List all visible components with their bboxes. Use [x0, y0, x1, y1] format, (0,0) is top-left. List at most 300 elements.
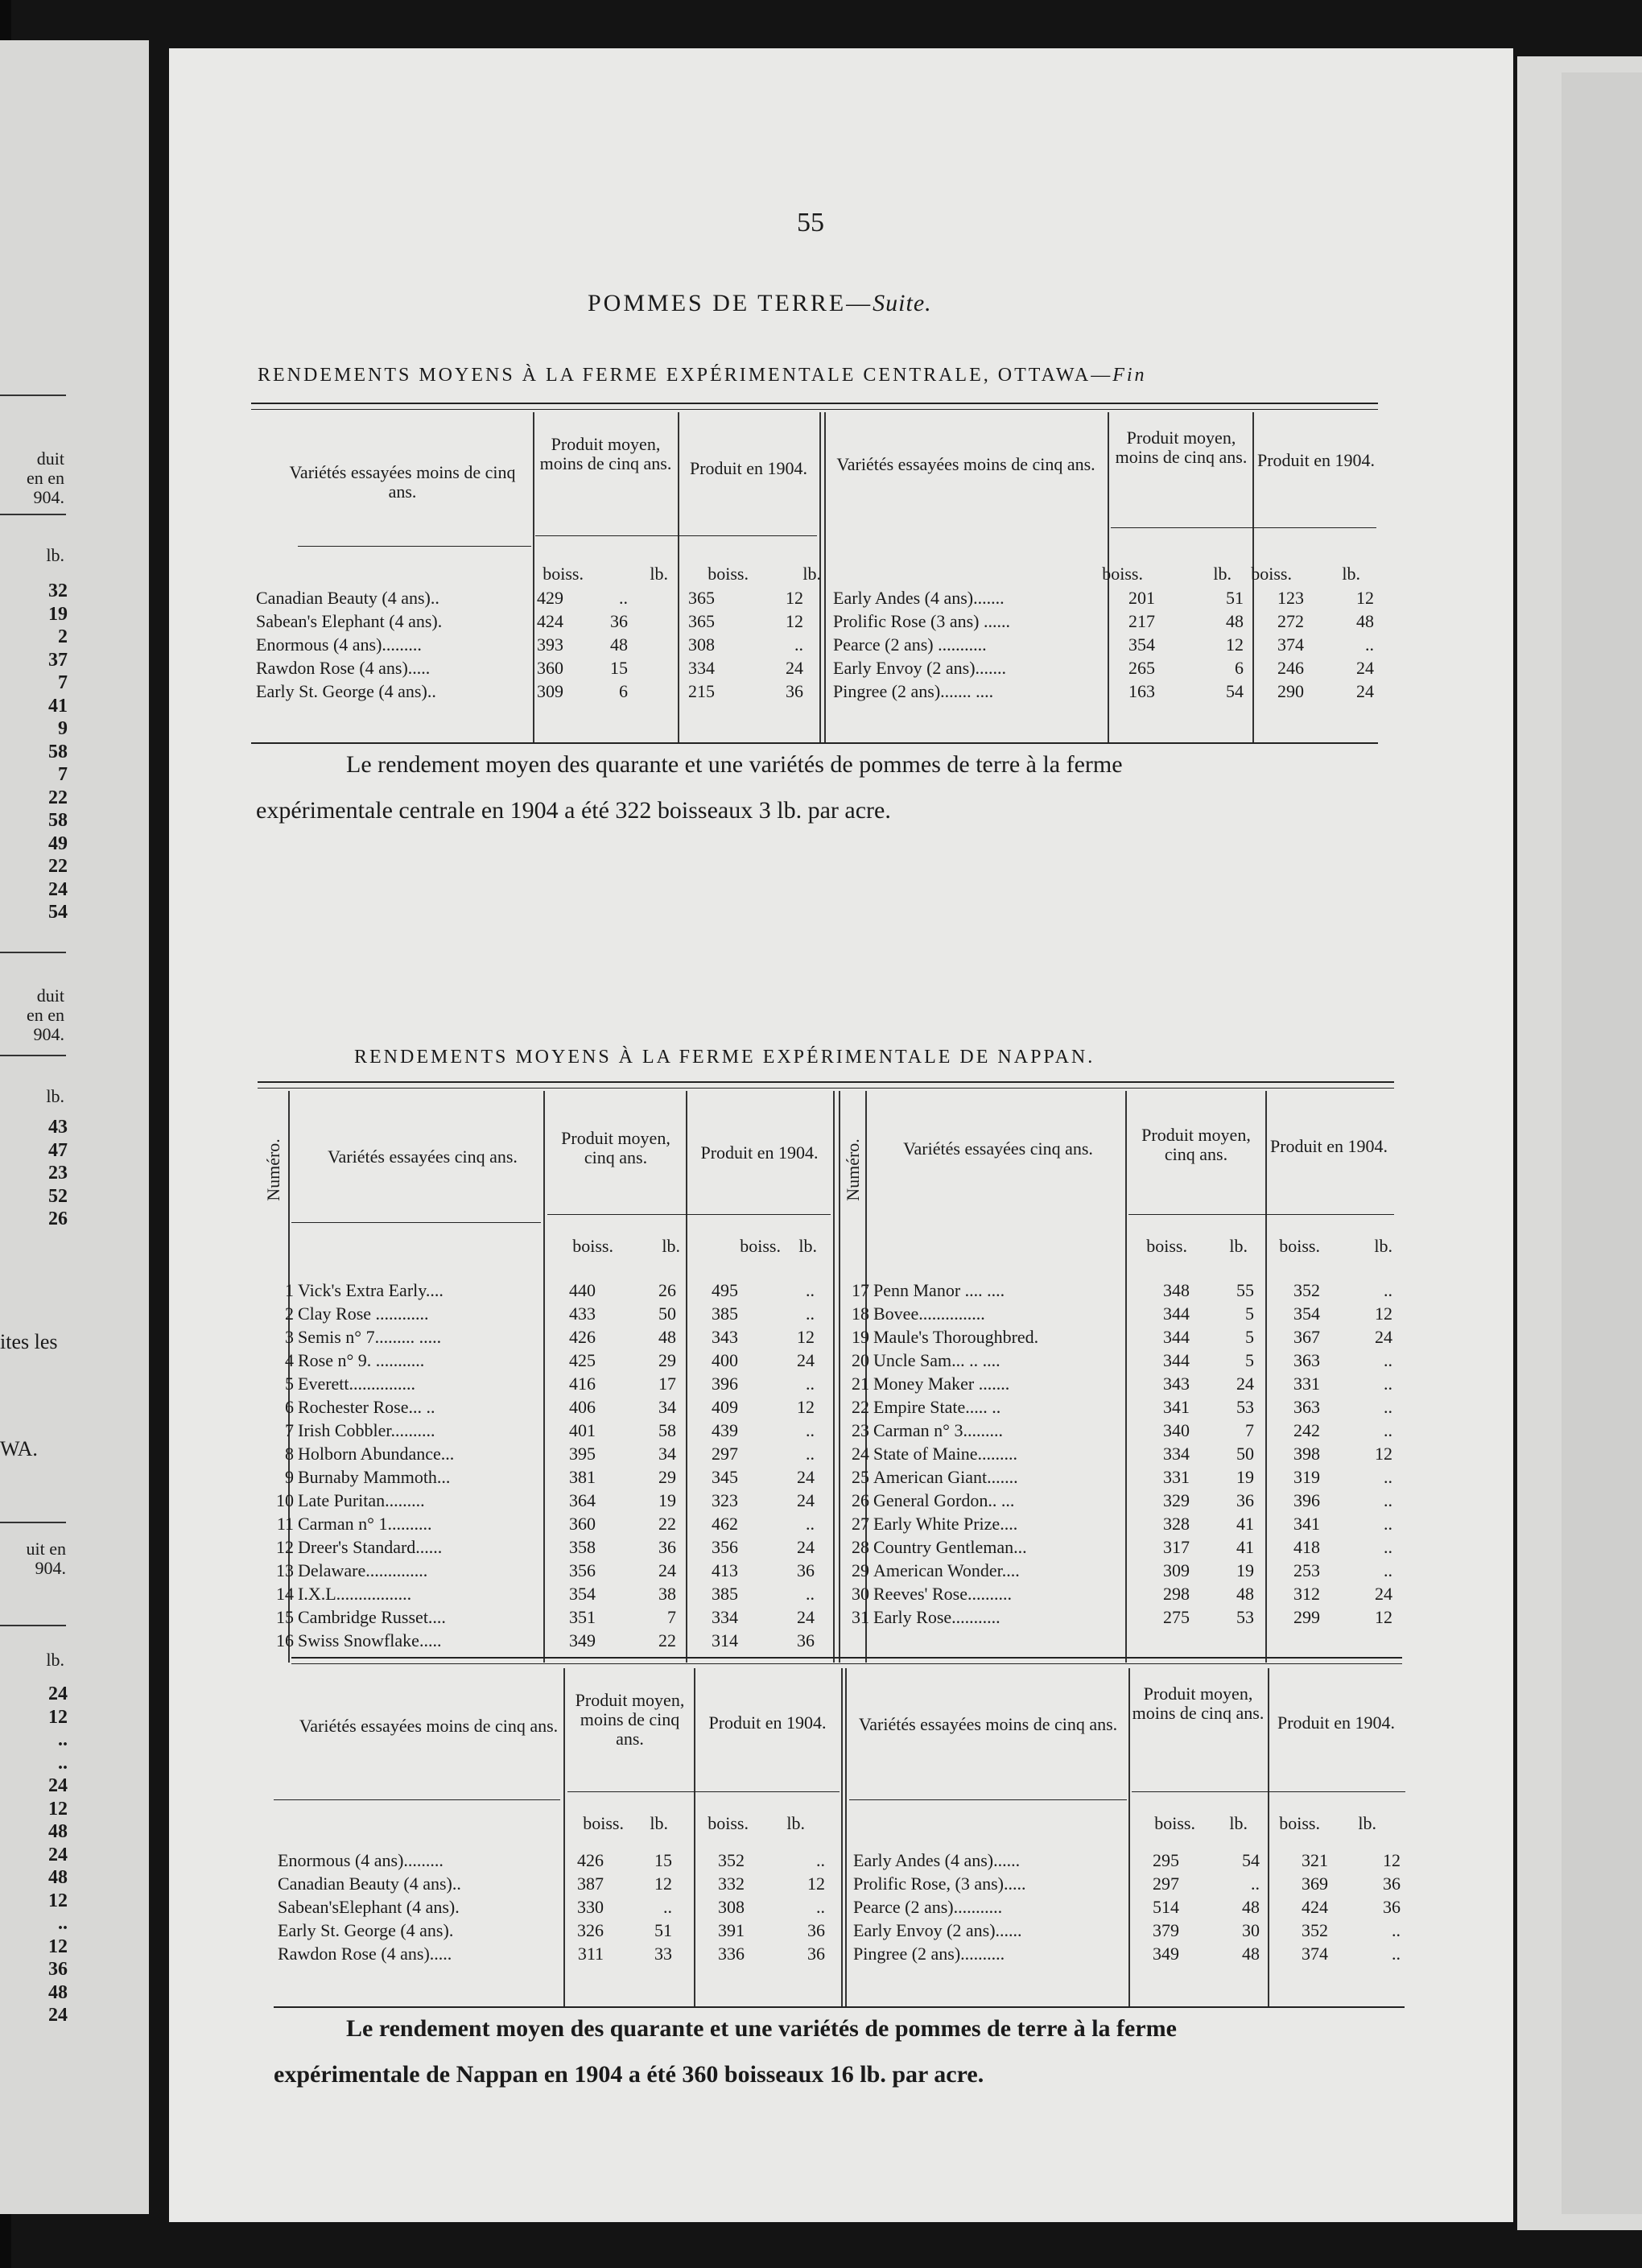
col-header-variety: Variétés essayées cinq ans.: [328, 1146, 518, 1167]
col-header-numero: Numéro.: [263, 1138, 283, 1201]
variety-name: Reeves' Rose..........: [873, 1584, 1012, 1604]
y1904-boiss: 332: [718, 1873, 745, 1894]
variety-name: Cambridge Russet....: [298, 1607, 446, 1627]
avg-lb: 17: [658, 1374, 676, 1394]
y1904-boiss: 341: [1293, 1514, 1320, 1534]
table-row: [256, 656, 819, 680]
y1904-boiss: 334: [688, 658, 715, 678]
rule: [291, 1663, 1402, 1664]
avg-boiss: 343: [1163, 1374, 1190, 1394]
table2-right: [837, 1279, 1392, 1629]
avg-lb: 19: [658, 1490, 676, 1510]
y1904-lb: ..: [1392, 1920, 1401, 1940]
y1904-lb: 36: [797, 1560, 815, 1580]
rule: [298, 546, 531, 547]
table3-left: [278, 1849, 841, 1965]
page-heading: POMMES DE TERRE—Suite.: [588, 290, 932, 316]
avg-boiss: 297: [1153, 1873, 1179, 1894]
left-unit: lb.: [46, 1086, 64, 1106]
left-rule: [0, 514, 66, 515]
avg-lb: 48: [1236, 1584, 1254, 1604]
left-value: 43: [48, 1117, 68, 1138]
avg-lb: 53: [1236, 1397, 1254, 1417]
y1904-boiss: 314: [712, 1630, 738, 1650]
unit-lb: lb.: [1213, 564, 1232, 584]
y1904-lb: ..: [806, 1280, 815, 1300]
avg-boiss: 425: [569, 1350, 596, 1370]
unit-boiss: boiss.: [572, 1236, 613, 1256]
y1904-boiss: 495: [712, 1280, 738, 1300]
y1904-lb: 12: [786, 611, 803, 631]
variety-name: General Gordon.. ...: [873, 1490, 1015, 1510]
avg-boiss: 330: [577, 1897, 604, 1917]
table1-right: [833, 586, 1376, 703]
y1904-boiss: 345: [712, 1467, 738, 1487]
avg-lb: 58: [658, 1420, 676, 1440]
table-row: [258, 1489, 831, 1512]
avg-lb: 5: [1245, 1327, 1254, 1347]
row-number: 5: [285, 1374, 294, 1394]
variety-name: Enormous (4 ans).........: [256, 634, 422, 655]
col-header-1904: Produit en 1904.: [1277, 1712, 1396, 1733]
left-value: 48: [48, 1981, 68, 2003]
y1904-boiss: 323: [712, 1490, 738, 1510]
avg-boiss: 265: [1128, 658, 1155, 678]
avg-lb: 15: [654, 1850, 672, 1870]
left-text: WA.: [0, 1437, 38, 1460]
y1904-lb: 24: [1375, 1584, 1392, 1604]
left-unit: lb.: [46, 545, 64, 565]
y1904-lb: 24: [797, 1467, 815, 1487]
y1904-lb: 24: [786, 658, 803, 678]
avg-boiss: 341: [1163, 1397, 1190, 1417]
avg-boiss: 364: [569, 1490, 596, 1510]
variety-name: Pingree (2 ans)....... ....: [833, 681, 994, 701]
left-value: 41: [48, 695, 68, 717]
unit-boiss: boiss.: [583, 1813, 624, 1833]
avg-lb: 29: [658, 1350, 676, 1370]
table-row: [837, 1302, 1392, 1325]
avg-boiss: 344: [1163, 1303, 1190, 1324]
table1-title-text: RENDEMENTS MOYENS À LA FERME EXPÉRIMENTALE CENTRALE, OTTAWA: [258, 365, 1091, 386]
variety-name: Early Envoy (2 ans).......: [833, 658, 1007, 678]
y1904-lb: 36: [807, 1920, 825, 1940]
row-number: 27: [852, 1514, 869, 1534]
col-header-avg: Produit moyen, moins de cinq ans.: [1115, 428, 1248, 467]
table-row: [837, 1395, 1392, 1419]
table-row: [837, 1605, 1392, 1629]
y1904-lb: 12: [797, 1397, 815, 1417]
variety-name: Carman n° 1..........: [298, 1514, 432, 1534]
table-row: [837, 1512, 1392, 1535]
y1904-boiss: 343: [712, 1327, 738, 1347]
y1904-lb: 24: [797, 1537, 815, 1557]
avg-lb: 19: [1236, 1467, 1254, 1487]
row-number: 7: [285, 1420, 294, 1440]
y1904-boiss: 272: [1277, 611, 1304, 631]
variety-name: Early St. George (4 ans).: [278, 1920, 454, 1940]
y1904-lb: ..: [1384, 1280, 1392, 1300]
avg-lb: 5: [1245, 1303, 1254, 1324]
rule: [547, 1214, 831, 1215]
row-number: 6: [285, 1397, 294, 1417]
y1904-boiss: 354: [1293, 1303, 1320, 1324]
avg-boiss: 416: [569, 1374, 596, 1394]
row-number: 20: [852, 1350, 869, 1370]
left-unit: lb.: [46, 1650, 64, 1670]
row-number: 3: [285, 1327, 294, 1347]
avg-lb: 26: [658, 1280, 676, 1300]
row-number: 4: [285, 1350, 294, 1370]
variety-name: Carman n° 3.........: [873, 1420, 1003, 1440]
paragraph-line: Le rendement moyen des quarante et une variétés de pommes de terre à la ferme: [346, 751, 1123, 778]
table-row: [258, 1582, 831, 1605]
table-row: [258, 1325, 831, 1349]
col-rule: [845, 1668, 847, 2006]
rule: [274, 2006, 1405, 2008]
left-value: 37: [48, 649, 68, 671]
unit-boiss: boiss.: [740, 1236, 781, 1256]
y1904-lb: ..: [806, 1374, 815, 1394]
unit-labels: [563, 1812, 1401, 1835]
variety-name: Late Puritan.........: [298, 1490, 425, 1510]
avg-lb: ..: [663, 1897, 672, 1917]
left-col1-header: duit en en 904.: [26, 448, 64, 507]
y1904-boiss: 331: [1293, 1374, 1320, 1394]
avg-lb: 12: [1226, 634, 1244, 655]
unit-lb: lb.: [802, 564, 821, 584]
row-number: 26: [852, 1490, 869, 1510]
y1904-lb: 12: [1375, 1607, 1392, 1627]
row-number: 1: [285, 1280, 294, 1300]
avg-lb: 51: [654, 1920, 672, 1940]
y1904-lb: 36: [797, 1630, 815, 1650]
y1904-boiss: 413: [712, 1560, 738, 1580]
variety-name: Pingree (2 ans)..........: [853, 1944, 1005, 1964]
table-row: [258, 1535, 831, 1559]
avg-boiss: 295: [1153, 1850, 1179, 1870]
col-header-1904: Produit en 1904.: [708, 1712, 827, 1733]
y1904-lb: ..: [816, 1850, 825, 1870]
variety-name: Money Maker .......: [873, 1374, 1010, 1394]
variety-name: Pearce (2 ans)...........: [853, 1897, 1003, 1917]
y1904-boiss: 424: [1302, 1897, 1328, 1917]
y1904-boiss: 365: [688, 611, 715, 631]
rule: [251, 742, 1378, 744]
table-row: [833, 633, 1376, 656]
y1904-boiss: 321: [1302, 1850, 1328, 1870]
heading-suffix: Suite.: [873, 290, 932, 316]
avg-boiss: 358: [569, 1537, 596, 1557]
avg-boiss: 334: [1163, 1444, 1190, 1464]
next-page-edge: [1562, 72, 1642, 2214]
row-number: 13: [276, 1560, 294, 1580]
row-number: 23: [852, 1420, 869, 1440]
unit-boiss: boiss.: [708, 564, 749, 584]
avg-lb: 15: [610, 658, 628, 678]
avg-boiss: 348: [1163, 1280, 1190, 1300]
table1-title-suffix: Fin: [1112, 365, 1147, 386]
variety-name: Canadian Beauty (4 ans)..: [256, 588, 439, 608]
avg-lb: 29: [658, 1467, 676, 1487]
rule: [1111, 527, 1376, 528]
variety-name: Early St. George (4 ans)..: [256, 681, 436, 701]
unit-row: [543, 562, 1376, 585]
variety-name: Everett...............: [298, 1374, 416, 1394]
avg-lb: 41: [1236, 1537, 1254, 1557]
left-value: 24: [48, 878, 68, 900]
col-header-variety: Variétés essayées moins de cinq ans.: [836, 454, 1095, 474]
y1904-lb: ..: [816, 1897, 825, 1917]
table1-title: RENDEMENTS MOYENS À LA FERME EXPÉRIMENTALE CENTRALE, OTTAWA—Fin: [258, 365, 1147, 386]
variety-name: Uncle Sam... .. ....: [873, 1350, 1000, 1370]
variety-name: Pearce (2 ans) ...........: [833, 634, 987, 655]
avg-boiss: 424: [537, 611, 563, 631]
variety-name: Early Andes (4 ans).......: [833, 588, 1005, 608]
table-row: [837, 1535, 1392, 1559]
rule: [251, 403, 1378, 404]
table-row: [833, 586, 1376, 609]
left-value: 12: [48, 1935, 68, 1957]
avg-lb: 12: [654, 1873, 672, 1894]
y1904-boiss: 374: [1302, 1944, 1328, 1964]
y1904-boiss: 290: [1277, 681, 1304, 701]
avg-boiss: 354: [1128, 634, 1155, 655]
left-value: 47: [48, 1139, 68, 1161]
left-value: 32: [48, 580, 68, 601]
left-value: 22: [48, 787, 68, 808]
variety-name: Country Gentleman...: [873, 1537, 1027, 1557]
heading-main: POMMES DE TERRE: [588, 290, 847, 316]
y1904-lb: 36: [1383, 1873, 1401, 1894]
unit-lb: lb.: [650, 564, 668, 584]
table-row: [278, 1895, 841, 1919]
variety-name: Rawdon Rose (4 ans).....: [256, 658, 431, 678]
left-rule: [0, 395, 66, 396]
table2-title: RENDEMENTS MOYENS À LA FERME EXPÉRIMENTALE DE NAPPAN.: [354, 1047, 1095, 1068]
col-header-1904: Produit en 1904.: [1269, 1136, 1388, 1156]
left-value: ..: [58, 1752, 68, 1774]
y1904-boiss: 418: [1293, 1537, 1320, 1557]
unit-boiss: boiss.: [1154, 1813, 1195, 1833]
table-row: [256, 586, 819, 609]
unit-lb: lb.: [1342, 564, 1360, 584]
unit-boiss: boiss.: [1102, 564, 1143, 584]
avg-boiss: 393: [537, 634, 563, 655]
avg-lb: 36: [610, 611, 628, 631]
avg-boiss: 349: [569, 1630, 596, 1650]
row-number: 10: [276, 1490, 294, 1510]
avg-lb: 41: [1236, 1514, 1254, 1534]
unit-boiss: boiss.: [543, 564, 584, 584]
left-value: ..: [58, 1913, 68, 1934]
paragraph-line: expérimentale centrale en 1904 a été 322 boisseaux 3 lb. par acre.: [256, 797, 891, 824]
avg-boiss: 344: [1163, 1350, 1190, 1370]
row-number: 9: [285, 1467, 294, 1487]
rule: [258, 1081, 1394, 1083]
y1904-boiss: 246: [1277, 658, 1304, 678]
avg-lb: 30: [1242, 1920, 1260, 1940]
avg-boiss: 309: [537, 681, 563, 701]
avg-lb: 34: [658, 1444, 676, 1464]
paragraph-line: Le rendement moyen des quarante et une variétés de pommes de terre à la ferme: [346, 2015, 1177, 2042]
y1904-lb: ..: [806, 1420, 815, 1440]
table-row: [837, 1349, 1392, 1372]
table1-left: [256, 586, 819, 703]
table-row: [837, 1442, 1392, 1465]
table-row: [837, 1279, 1392, 1302]
variety-name: Prolific Rose (3 ans) ......: [833, 611, 1010, 631]
row-number: 31: [852, 1607, 869, 1627]
left-value: 12: [48, 1798, 68, 1820]
avg-lb: 48: [1242, 1944, 1260, 1964]
y1904-lb: 12: [807, 1873, 825, 1894]
y1904-lb: 36: [786, 681, 803, 701]
avg-lb: 55: [1236, 1280, 1254, 1300]
row-number: 22: [852, 1397, 869, 1417]
row-number: 14: [276, 1584, 294, 1604]
rule: [274, 1799, 560, 1800]
y1904-boiss: 365: [688, 588, 715, 608]
rule: [1128, 1214, 1394, 1215]
y1904-lb: ..: [806, 1303, 815, 1324]
y1904-boiss: 439: [712, 1420, 738, 1440]
avg-boiss: 429: [537, 588, 563, 608]
rule: [291, 1222, 541, 1223]
col-header-avg: Produit moyen, cinq ans.: [561, 1128, 670, 1167]
y1904-boiss: 299: [1293, 1607, 1320, 1627]
unit-boiss: boiss.: [1279, 1813, 1320, 1833]
left-text: ites les: [0, 1330, 58, 1353]
rule: [258, 1088, 1394, 1089]
left-value: 58: [48, 741, 68, 762]
avg-boiss: 426: [577, 1850, 604, 1870]
y1904-lb: ..: [1384, 1350, 1392, 1370]
y1904-lb: ..: [1384, 1397, 1392, 1417]
y1904-boiss: 356: [712, 1537, 738, 1557]
table-row: [853, 1942, 1401, 1965]
avg-lb: 50: [1236, 1444, 1254, 1464]
y1904-lb: 24: [797, 1350, 815, 1370]
left-value: 7: [58, 672, 68, 693]
y1904-lb: 48: [1356, 611, 1374, 631]
table-row: [837, 1582, 1392, 1605]
y1904-lb: ..: [1392, 1944, 1401, 1964]
left-value: 52: [48, 1185, 68, 1207]
avg-boiss: 331: [1163, 1467, 1190, 1487]
col-header-avg: Produit moyen, moins de cinq ans.: [539, 434, 672, 473]
variety-name: Dreer's Standard......: [298, 1537, 443, 1557]
avg-lb: 19: [1236, 1560, 1254, 1580]
col-header-variety: Variétés essayées moins de cinq ans.: [858, 1714, 1118, 1734]
row-number: 8: [285, 1444, 294, 1464]
left-value: ..: [58, 1729, 68, 1750]
y1904-lb: 12: [786, 588, 803, 608]
left-value: 54: [48, 902, 68, 923]
table-row: [837, 1325, 1392, 1349]
avg-lb: 38: [658, 1584, 676, 1604]
y1904-lb: 12: [1375, 1303, 1392, 1324]
table-row: [833, 609, 1376, 633]
variety-name: Sabean'sElephant (4 ans).: [278, 1897, 460, 1917]
variety-name: Early Rose...........: [873, 1607, 1000, 1627]
variety-name: Semis n° 7......... .....: [298, 1327, 442, 1347]
left-page-fragment: [0, 40, 149, 2214]
rule: [535, 535, 817, 536]
table-row: [256, 633, 819, 656]
avg-lb: 48: [1242, 1897, 1260, 1917]
row-number: 15: [276, 1607, 294, 1627]
avg-lb: 36: [658, 1537, 676, 1557]
variety-name: I.X.L.................: [298, 1584, 412, 1604]
unit-lb: lb.: [1229, 1813, 1248, 1833]
variety-name: Burnaby Mammoth...: [298, 1467, 451, 1487]
row-number: 28: [852, 1537, 869, 1557]
y1904-lb: 12: [1356, 588, 1374, 608]
avg-lb: 24: [1236, 1374, 1254, 1394]
unit-lb: lb.: [1374, 1236, 1392, 1256]
variety-name: Canadian Beauty (4 ans)..: [278, 1873, 461, 1894]
row-number: 25: [852, 1467, 869, 1487]
y1904-boiss: 462: [712, 1514, 738, 1534]
table-row: [837, 1489, 1392, 1512]
variety-name: Clay Rose ............: [298, 1303, 429, 1324]
avg-boiss: 379: [1153, 1920, 1179, 1940]
col-header-1904: Produit en 1904.: [1256, 450, 1376, 470]
unit-lb: lb.: [650, 1813, 668, 1833]
y1904-lb: 24: [1375, 1327, 1392, 1347]
avg-lb: 6: [619, 681, 628, 701]
left-value: 48: [48, 1821, 68, 1842]
unit-lb: lb.: [1229, 1236, 1248, 1256]
table-row: [833, 680, 1376, 703]
y1904-boiss: 352: [1293, 1280, 1320, 1300]
unit-lb: lb.: [1358, 1813, 1376, 1833]
y1904-boiss: 334: [712, 1607, 738, 1627]
left-value: 22: [48, 856, 68, 877]
avg-boiss: 426: [569, 1327, 596, 1347]
unit-boiss: boiss.: [708, 1813, 749, 1833]
y1904-lb: ..: [1384, 1490, 1392, 1510]
left-value: 58: [48, 810, 68, 831]
y1904-boiss: 374: [1277, 634, 1304, 655]
y1904-boiss: 336: [718, 1944, 745, 1964]
left-rule: [0, 1625, 66, 1626]
y1904-boiss: 367: [1293, 1327, 1320, 1347]
table-row: [256, 680, 819, 703]
variety-name: Irish Cobbler..........: [298, 1420, 435, 1440]
col-header-variety: Variétés essayées cinq ans.: [903, 1138, 1093, 1159]
avg-boiss: 360: [569, 1514, 596, 1534]
rule: [251, 409, 1378, 410]
table-row: [258, 1512, 831, 1535]
avg-lb: ..: [619, 588, 628, 608]
avg-lb: 48: [610, 634, 628, 655]
row-number: 30: [852, 1584, 869, 1604]
table-row: [258, 1372, 831, 1395]
avg-boiss: 275: [1163, 1607, 1190, 1627]
table-row: [258, 1395, 831, 1419]
y1904-boiss: 312: [1293, 1584, 1320, 1604]
avg-boiss: 351: [569, 1607, 596, 1627]
avg-boiss: 309: [1163, 1560, 1190, 1580]
col-header-avg: Produit moyen, moins de cinq ans.: [1132, 1683, 1265, 1723]
left-value: 7: [58, 764, 68, 785]
row-number: 18: [852, 1303, 869, 1324]
avg-lb: 36: [1236, 1490, 1254, 1510]
table-row: [258, 1442, 831, 1465]
row-number: 21: [852, 1374, 869, 1394]
